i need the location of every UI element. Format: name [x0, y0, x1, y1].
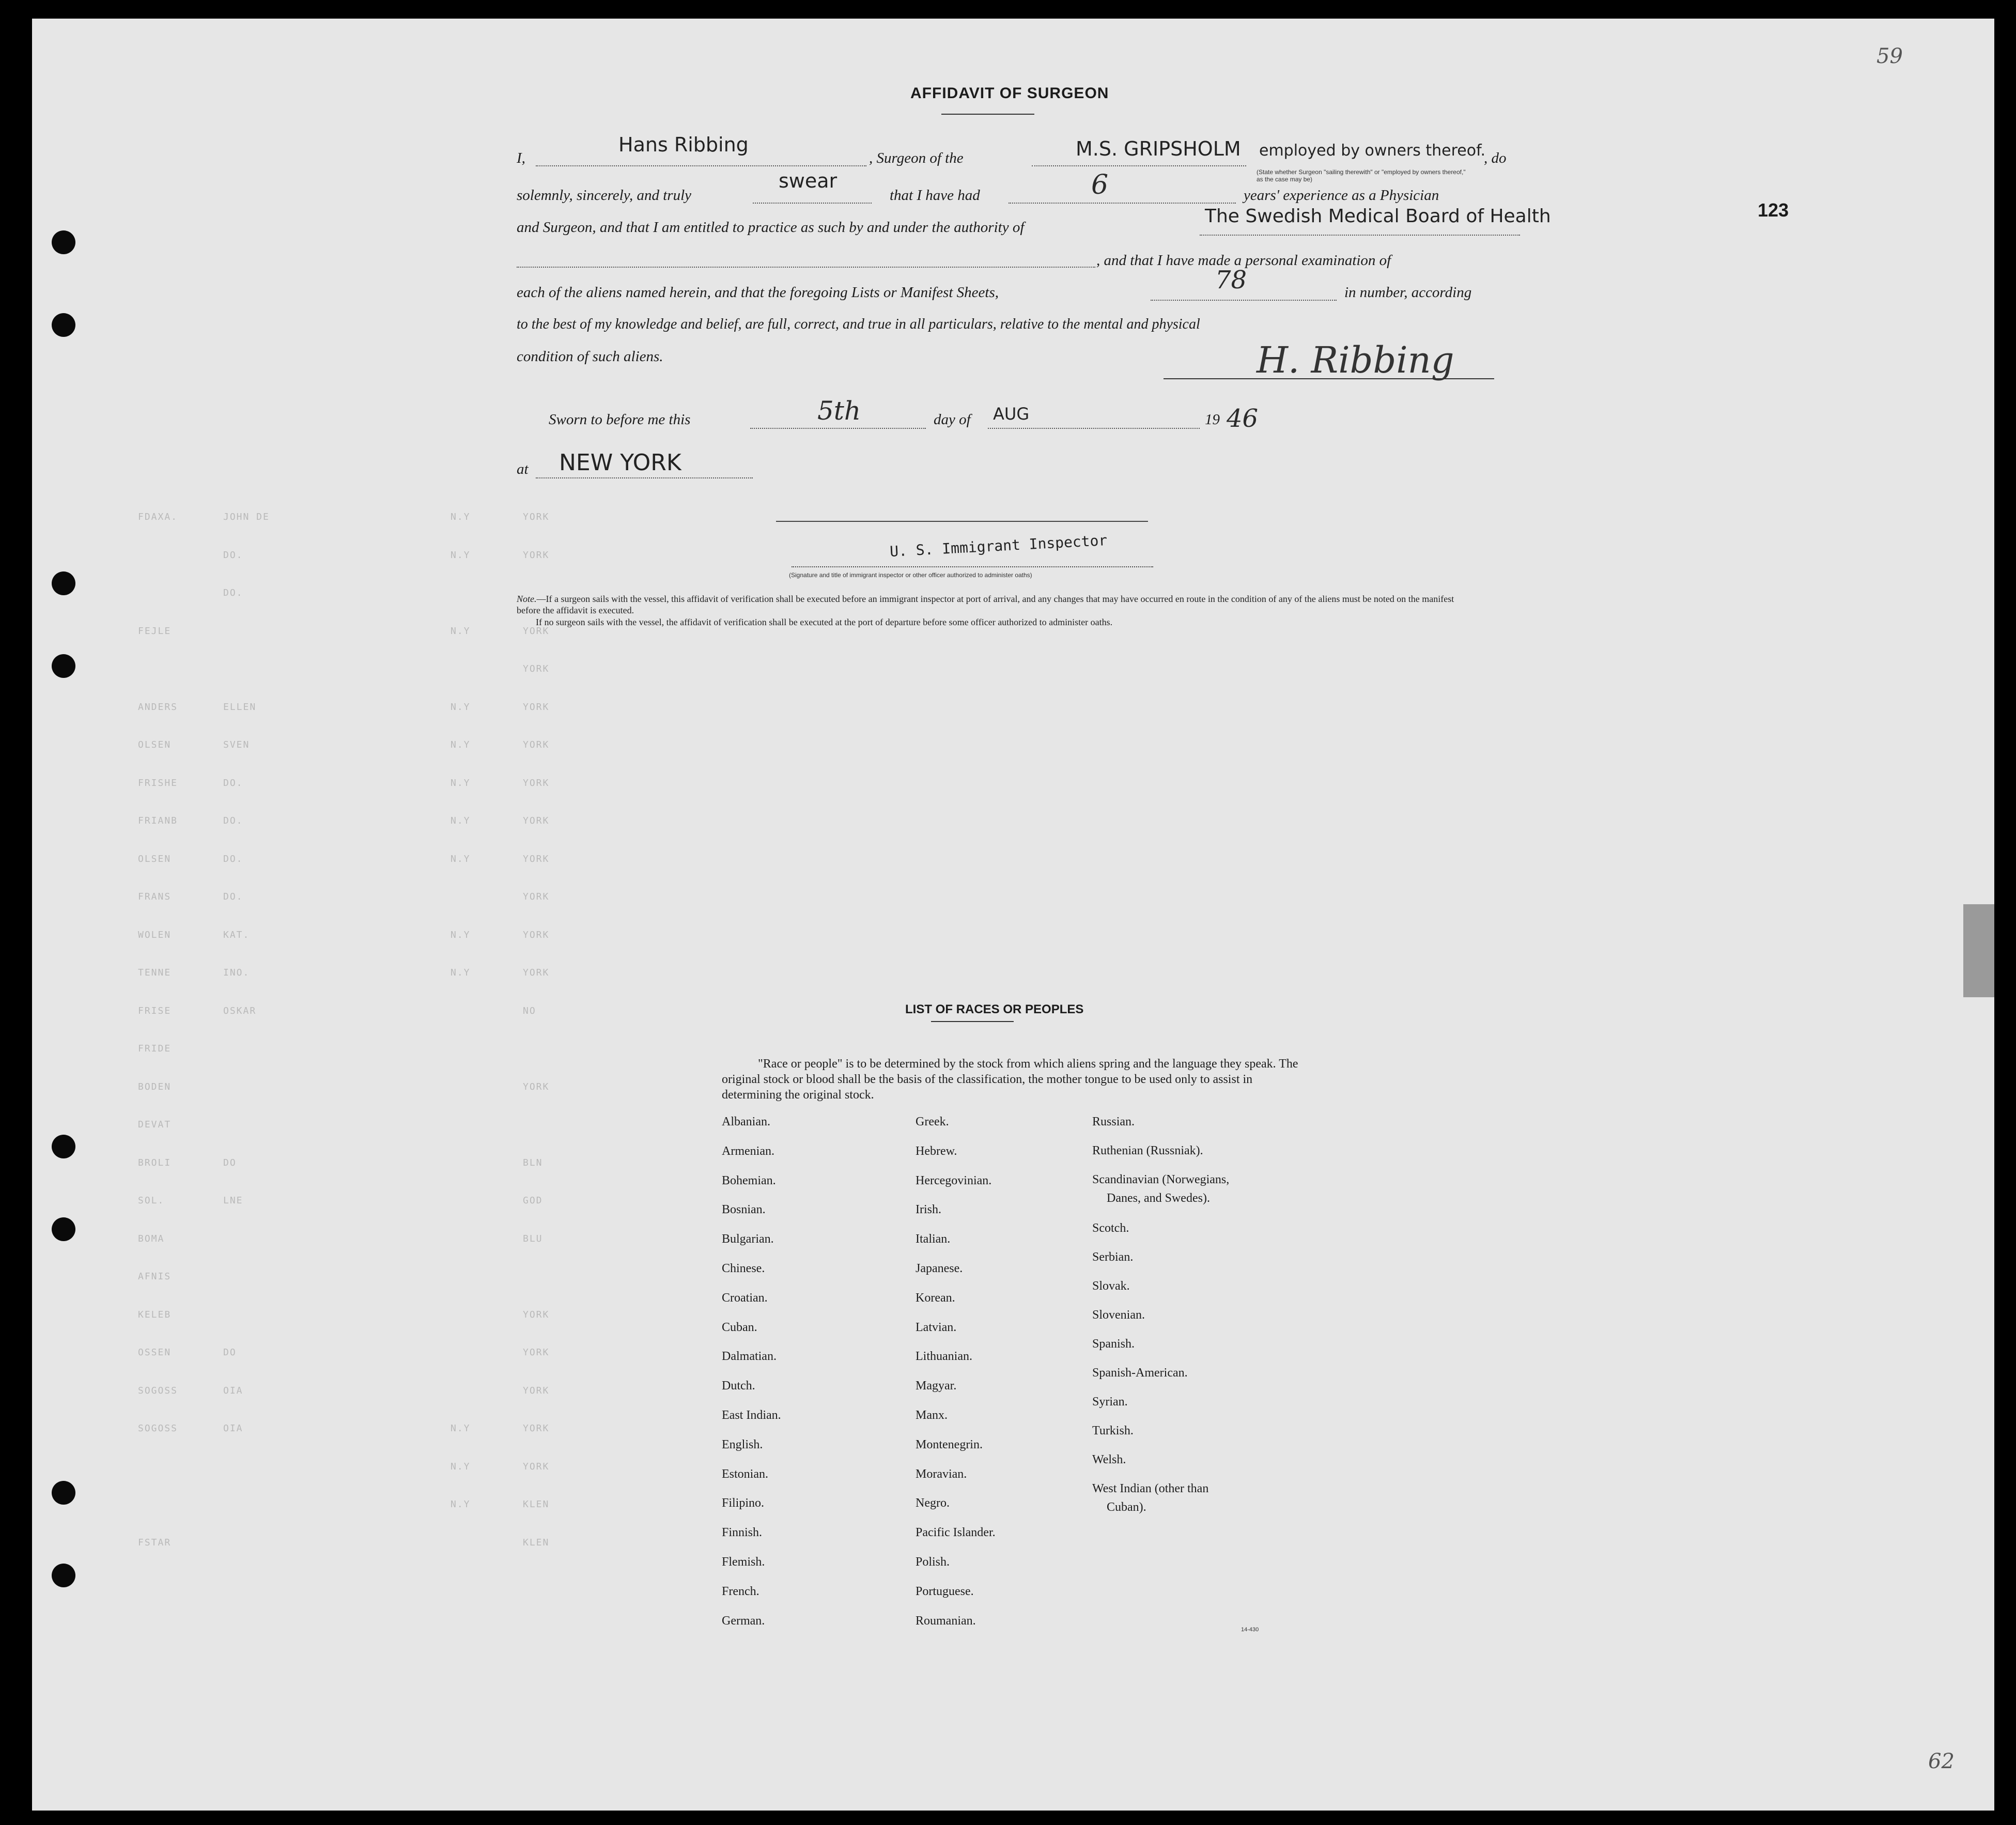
bleed-text: KLEN: [523, 1537, 550, 1548]
bleed-text: OSSEN: [138, 1347, 172, 1358]
employment-status: employed by owners thereof.: [1259, 142, 1486, 160]
binder-hole: [52, 230, 75, 254]
bleed-text: BLU: [523, 1233, 543, 1244]
bleed-text: N.Y: [451, 739, 471, 750]
race-item: Albanian.: [722, 1115, 770, 1128]
binder-hole: [52, 1135, 75, 1158]
race-item: Negro.: [916, 1496, 950, 1510]
race-item: Bohemian.: [722, 1173, 776, 1187]
vessel-rule: [1032, 165, 1246, 166]
race-item: Spanish-American.: [1092, 1366, 1188, 1380]
race-item: Bosnian.: [722, 1203, 766, 1217]
race-item: Dalmatian.: [722, 1350, 777, 1364]
race-item: Armenian.: [722, 1144, 774, 1158]
sheets-rule: [1151, 300, 1337, 301]
race-item: Scotch.: [1092, 1221, 1129, 1235]
bleed-text: SOGOSS: [138, 1423, 178, 1434]
employment-note: (State whether Surgeon "sailing therewith" or "employed by owners thereof," as the case may be): [1257, 168, 1466, 183]
bleed-text: OIA: [223, 1423, 243, 1434]
race-item: Pacific Islander.: [916, 1526, 996, 1540]
race-item: Greek.: [916, 1115, 949, 1128]
binder-hole: [52, 1217, 75, 1241]
race-item: French.: [722, 1584, 759, 1598]
bleed-text: N.Y: [451, 1499, 471, 1510]
bleed-text: FSTAR: [138, 1537, 172, 1548]
race-item: Flemish.: [722, 1555, 765, 1569]
race-item: English.: [722, 1437, 763, 1451]
races-title: LIST OF RACES OR PEOPLES: [905, 1002, 1084, 1016]
line5-text: each of the aliens named herein, and that the foregoing Lists or Manifest Sheets,: [517, 284, 999, 301]
races-intro: "Race or people" is to be determined by the stock from which aliens spring and the language they speak. The original stock or blood shall be the basis of the classification, the mother tongue to be used only to assist in determining the original stock.: [722, 1057, 1298, 1102]
bleed-text: YORK: [523, 815, 550, 826]
place-rule: [536, 477, 753, 478]
bleed-text: YORK: [523, 512, 550, 522]
race-item: Polish.: [916, 1555, 950, 1569]
at-text: at: [517, 461, 529, 477]
bleed-text: YORK: [523, 853, 550, 864]
race-item: Moravian.: [916, 1467, 967, 1481]
binder-hole: [52, 1481, 75, 1505]
bleed-text: YORK: [523, 1461, 550, 1472]
inspector-title: U. S. Immigrant Inspector: [889, 531, 1108, 561]
race-item: Montenegrin.: [916, 1437, 983, 1451]
line2-exp: years' experience as a Physician: [1244, 187, 1439, 204]
bleed-text: N.Y: [451, 701, 471, 713]
bleed-text: N.Y: [451, 853, 471, 864]
day-rule: [750, 428, 926, 429]
bleed-text: KAT.: [223, 929, 250, 940]
bleed-text: OLSEN: [138, 739, 172, 750]
bleed-text: LNE: [223, 1195, 243, 1206]
binder-hole: [52, 571, 75, 595]
race-item: Latvian.: [916, 1320, 957, 1334]
race-item: Filipino.: [722, 1496, 765, 1510]
vessel-name: M.S. GRIPSHOLM: [1076, 137, 1241, 160]
binder-hole: [52, 1564, 75, 1587]
bleed-text: SOL.: [138, 1195, 165, 1206]
race-item: Japanese.: [916, 1262, 963, 1275]
race-item: Chinese.: [722, 1262, 765, 1275]
name-rule: [536, 165, 866, 166]
bleed-text: DO.: [223, 853, 243, 864]
authority-rule-2: [517, 267, 1095, 268]
oath-type: swear: [779, 169, 838, 192]
bleed-text: YORK: [523, 625, 550, 637]
bleed-text: OLSEN: [138, 853, 172, 864]
race-item: Irish.: [916, 1203, 941, 1217]
bleed-text: YORK: [523, 891, 550, 902]
bleed-text: N.Y: [451, 512, 471, 522]
bleed-text: FRISHE: [138, 777, 178, 788]
note-text-2: If no surgeon sails with the vessel, the affidavit of verification shall be executed at the port of departure before some officer authorized to administer oaths.: [536, 617, 1113, 627]
bleed-text: FRIANB: [138, 815, 178, 826]
bleed-text: N.Y: [451, 815, 471, 826]
surgeon-signature: H. Ribbing: [1257, 339, 1454, 381]
bleed-text: OIA: [223, 1385, 243, 1396]
bleed-text: YORK: [523, 1347, 550, 1358]
corner-number-top: 59: [1877, 44, 1903, 68]
bleed-text: KLEN: [523, 1499, 550, 1510]
form-code: 14-430: [1241, 1627, 1259, 1633]
line4-text: , and that I have made a personal examination of: [1096, 252, 1391, 269]
race-item: Hebrew.: [916, 1144, 957, 1158]
bleed-text: AFNIS: [138, 1271, 172, 1282]
page-edge-tab: [1963, 904, 1994, 997]
race-item: East Indian.: [722, 1409, 781, 1422]
bleed-text: FRANS: [138, 891, 172, 902]
line7-text: condition of such aliens.: [517, 348, 663, 365]
race-item: Syrian.: [1092, 1395, 1128, 1409]
race-item: Slovenian.: [1092, 1308, 1145, 1322]
bleed-text: FRIDE: [138, 1043, 172, 1054]
bleed-text: OSKAR: [223, 1005, 257, 1016]
bleed-text: INO.: [223, 967, 250, 978]
binder-hole: [52, 313, 75, 337]
races-title-underline: [931, 1021, 1014, 1022]
oath-rule: [753, 203, 872, 204]
title-underline: [941, 114, 1034, 115]
year-suffix: 46: [1227, 404, 1259, 433]
bleed-text: YORK: [523, 929, 550, 940]
race-item: Korean.: [916, 1291, 955, 1305]
bleed-text: BROLI: [138, 1157, 172, 1168]
bleed-text: WOLEN: [138, 929, 172, 940]
bleed-text: YORK: [523, 663, 550, 674]
bleed-text: DO.: [223, 587, 243, 598]
sworn-place: NEW YORK: [559, 450, 681, 476]
bleed-text: YORK: [523, 967, 550, 978]
note-label: Note.: [517, 594, 537, 604]
bleed-text: YORK: [523, 1309, 550, 1320]
race-item: Italian.: [916, 1232, 951, 1246]
race-item: Spanish.: [1092, 1337, 1135, 1351]
bleed-text: DO: [223, 1347, 237, 1358]
inspector-rule: [792, 566, 1153, 567]
bleed-text: N.Y: [451, 777, 471, 788]
bleed-text: GOD: [523, 1195, 543, 1206]
month-rule: [988, 428, 1200, 429]
bleed-text: BLN: [523, 1157, 543, 1168]
line1-i: I,: [517, 150, 525, 166]
race-item: Magyar.: [916, 1379, 957, 1393]
bleed-text: YORK: [523, 739, 550, 750]
bleed-text: FDAXA.: [138, 512, 178, 522]
bleed-text: N.Y: [451, 1461, 471, 1472]
race-item: Bulgarian.: [722, 1232, 774, 1246]
bleed-text: BOMA: [138, 1233, 165, 1244]
bleed-text: YORK: [523, 1081, 550, 1092]
race-item: Russian.: [1092, 1115, 1135, 1128]
inspector-note: (Signature and title of immigrant inspector or other officer authorized to administer oaths): [789, 571, 1032, 579]
race-item: Croatian.: [722, 1291, 768, 1305]
bleed-text: DO.: [223, 777, 243, 788]
signature-rule: [1164, 378, 1494, 379]
bleed-text: FRISE: [138, 1005, 172, 1016]
bleed-text: DEVAT: [138, 1119, 172, 1130]
bleed-text: NO: [523, 1005, 536, 1016]
bleed-text: TENNE: [138, 967, 172, 978]
bleed-text: DO.: [223, 815, 243, 826]
bleed-text: JOHN DE: [223, 512, 270, 522]
race-item: Welsh.: [1092, 1453, 1126, 1466]
sworn-day: 5th: [817, 396, 861, 426]
race-item: Dutch.: [722, 1379, 755, 1393]
bleed-text: SVEN: [223, 739, 250, 750]
sworn-month: AUG: [993, 404, 1030, 424]
bleed-text: N.Y: [451, 967, 471, 978]
bleed-text: YORK: [523, 1423, 550, 1434]
binder-hole: [52, 654, 75, 678]
bleed-text: YORK: [523, 777, 550, 788]
race-item: Scandinavian (Norwegians,: [1092, 1173, 1230, 1186]
year-prefix: 19: [1205, 411, 1220, 428]
inspector-sign-rule: [776, 521, 1148, 522]
bleed-text: ANDERS: [138, 701, 178, 713]
race-item: Lithuanian.: [916, 1350, 972, 1364]
bleed-text: N.Y: [451, 549, 471, 561]
bleed-text: SOGOSS: [138, 1385, 178, 1396]
race-item: Hercegovinian.: [916, 1173, 992, 1187]
bleed-text: YORK: [523, 701, 550, 713]
bleed-text: DO: [223, 1157, 237, 1168]
corner-number-bottom: 62: [1928, 1750, 1955, 1773]
line5-end: in number, according: [1344, 284, 1472, 301]
bleed-text: KELEB: [138, 1309, 172, 1320]
race-item: Manx.: [916, 1409, 948, 1422]
line1-surgeon-of: , Surgeon of the: [869, 150, 964, 166]
race-item: Ruthenian (Russniak).: [1092, 1144, 1203, 1157]
authority: The Swedish Medical Board of Health: [1205, 206, 1551, 227]
manifest-page: [32, 19, 1994, 1811]
race-item: German.: [722, 1614, 765, 1628]
surgeon-name: Hans Ribbing: [618, 133, 749, 156]
bleed-text: DO.: [223, 891, 243, 902]
bleed-text: YORK: [523, 549, 550, 561]
sheets-count: 78: [1215, 266, 1247, 295]
race-item: West Indian (other than: [1092, 1482, 1209, 1495]
race-item: Danes, and Swedes).: [1107, 1192, 1210, 1205]
bleed-text: BODEN: [138, 1081, 172, 1092]
line6-text: to the best of my knowledge and belief, are full, correct, and true in all particulars, relative to the mental and physical: [517, 316, 1200, 332]
race-item: Cuban).: [1107, 1501, 1146, 1514]
bleed-text: YORK: [523, 1385, 550, 1396]
day-of-text: day of: [934, 411, 971, 428]
race-item: Roumanian.: [916, 1614, 976, 1628]
note-text-1: —If a surgeon sails with the vessel, this affidavit of verification shall be executed before an immigrant inspector at port of arrival, and any changes that may have occurred en route in the condition of any of the aliens must be noted on the manifest before the affidavit is executed.: [517, 594, 1454, 615]
line2-solemnly: solemnly, sincerely, and truly: [517, 187, 692, 204]
race-item: Serbian.: [1092, 1250, 1134, 1264]
sheet-number: 123: [1758, 199, 1789, 221]
race-item: Slovak.: [1092, 1279, 1130, 1293]
line2-had: that I have had: [890, 187, 980, 204]
affidavit-title: AFFIDAVIT OF SURGEON: [910, 85, 1109, 102]
line1-do: , do: [1484, 150, 1507, 166]
race-item: Portuguese.: [916, 1584, 974, 1598]
line3-text: and Surgeon, and that I am entitled to practice as such by and under the authority of: [517, 219, 1025, 236]
race-item: Finnish.: [722, 1526, 763, 1540]
bleed-text: N.Y: [451, 625, 471, 637]
race-item: Turkish.: [1092, 1424, 1134, 1437]
sworn-text: Sworn to before me this: [549, 411, 691, 428]
note-paragraph-1: [517, 593, 1467, 616]
bleed-text: N.Y: [451, 929, 471, 940]
bleed-text: FEJLE: [138, 625, 172, 637]
years-rule: [1009, 203, 1236, 204]
years-experience: 6: [1091, 169, 1109, 200]
race-item: Cuban.: [722, 1320, 757, 1334]
race-item: Estonian.: [722, 1467, 768, 1481]
bleed-text: DO.: [223, 549, 243, 561]
authority-rule: [1200, 235, 1520, 236]
bleed-text: ELLEN: [223, 701, 257, 713]
bleed-text: N.Y: [451, 1423, 471, 1434]
